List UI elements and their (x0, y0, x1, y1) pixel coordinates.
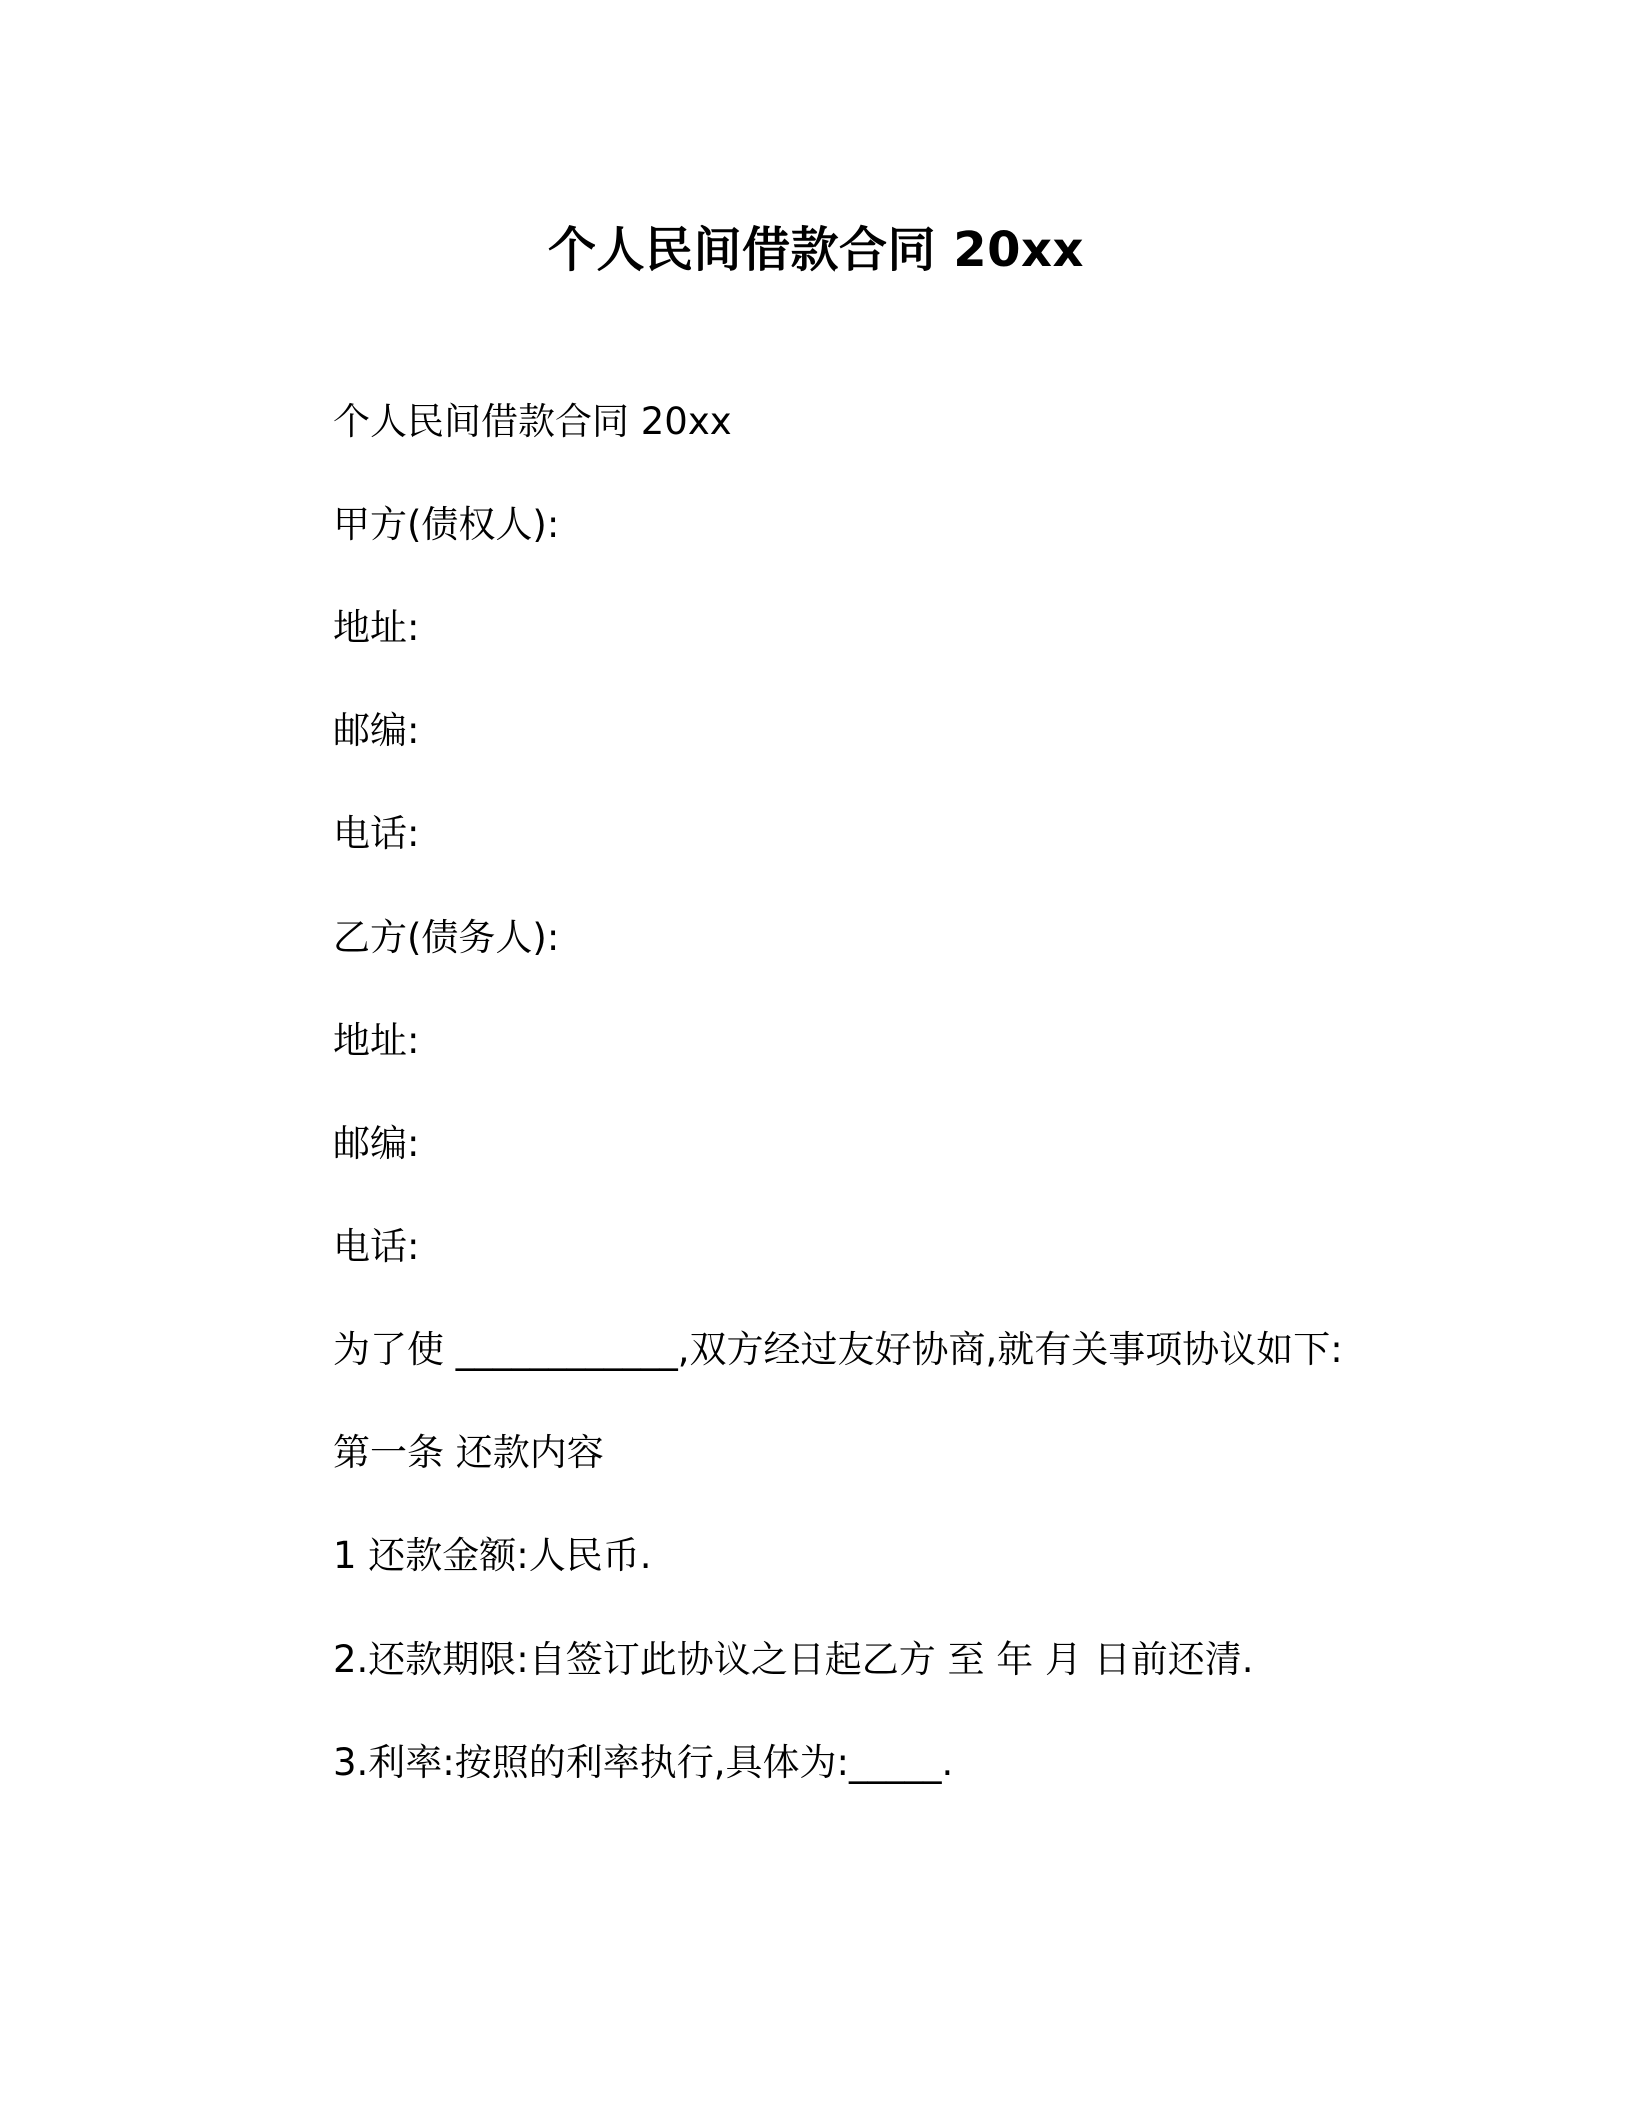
clause-term: 2.还款期限:自签订此协议之日起乙方 至 年 月 日前还清. (333, 1638, 1254, 1681)
party-b-postcode-label: 邮编: (333, 1122, 420, 1165)
article-1-heading: 第一条 还款内容 (333, 1431, 604, 1474)
subtitle-line: 个人民间借款合同 20xx (333, 400, 732, 443)
preamble-paragraph: 为了使 ____________,双方经过友好协商,就有关事项协议如下: (333, 1328, 1343, 1371)
party-a-label: 甲方(债权人): (333, 503, 560, 546)
party-b-phone-label: 电话: (333, 1225, 420, 1268)
party-a-postcode-label: 邮编: (333, 709, 420, 752)
party-b-address-label: 地址: (333, 1019, 420, 1062)
party-a-phone-label: 电话: (333, 812, 420, 855)
clause-interest-rate: 3.利率:按照的利率执行,具体为:_____. (333, 1741, 954, 1784)
document-title: 个人民间借款合同 20xx (548, 222, 1084, 278)
party-b-label: 乙方(债务人): (333, 916, 560, 959)
clause-amount: 1 还款金额:人民币. (333, 1534, 652, 1577)
party-a-address-label: 地址: (333, 606, 420, 649)
